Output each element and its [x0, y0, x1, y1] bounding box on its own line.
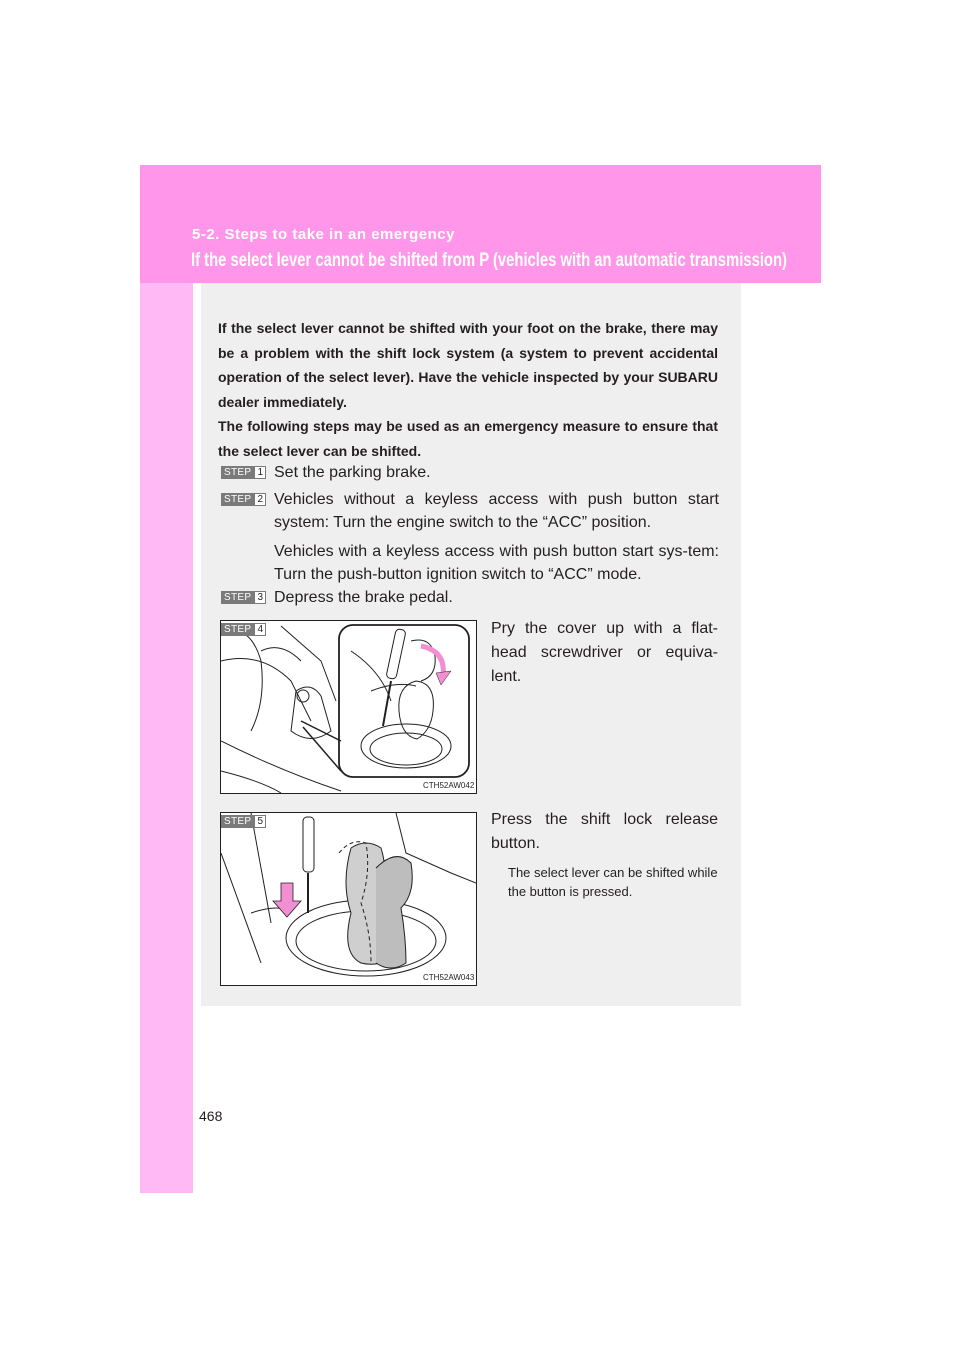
step-3-badge: STEP 3	[221, 591, 266, 604]
page-title: If the select lever cannot be shifted from P (vehicles with an automatic transmission)	[191, 250, 787, 271]
page-sidebar-tab	[140, 165, 193, 1193]
step-1-text: Set the parking brake.	[274, 464, 431, 481]
down-arrow-icon	[273, 883, 301, 917]
step-2-text: Vehicles without a keyless access with push button start system: Turn the engine switch to the “ACC” position.	[274, 491, 719, 531]
step-4-figure	[220, 620, 477, 794]
screwdriver-icon	[303, 817, 314, 913]
shift-lock-release-illustration	[221, 813, 476, 985]
step-2-text-alt: Vehicles with a keyless access with push button start sys-tem: Turn the push-button ignition switch to “ACC” mode.	[274, 543, 719, 583]
intro-text	[218, 316, 718, 463]
step-5-text: Press the shift lock release button.	[491, 811, 718, 852]
step-5-figure	[220, 812, 477, 986]
step-5-note: The select lever can be shifted while the button is pressed.	[508, 865, 718, 899]
shift-lever-cover-illustration	[221, 621, 476, 793]
step-4-text: Pry the cover up with a flat-head screwdriver or equiva-lent.	[491, 620, 718, 685]
intro-paragraph: The following steps may be used as an emergency measure to ensure that the select lever can be shifted.	[218, 418, 718, 459]
step-2-badge: STEP 2	[221, 493, 266, 506]
step-3-text: Depress the brake pedal.	[274, 589, 453, 606]
page-number: 468	[199, 1108, 223, 1124]
intro-paragraph: If the select lever cannot be shifted with your foot on the brake, there may be a problem with the shift lock system (a system to prevent accidental operation of the select lever). Have the vehicle inspected by your SUBARU dealer immediately.	[218, 320, 718, 410]
figure-code: CTH52AW043	[423, 973, 475, 982]
step-1-badge: STEP 1	[221, 466, 266, 479]
step-5-badge: STEP 5	[221, 815, 266, 828]
figure-code: CTH52AW042	[423, 781, 475, 790]
section-label: 5-2. Steps to take in an emergency	[192, 226, 455, 243]
step-4-badge: STEP 4	[221, 623, 266, 636]
